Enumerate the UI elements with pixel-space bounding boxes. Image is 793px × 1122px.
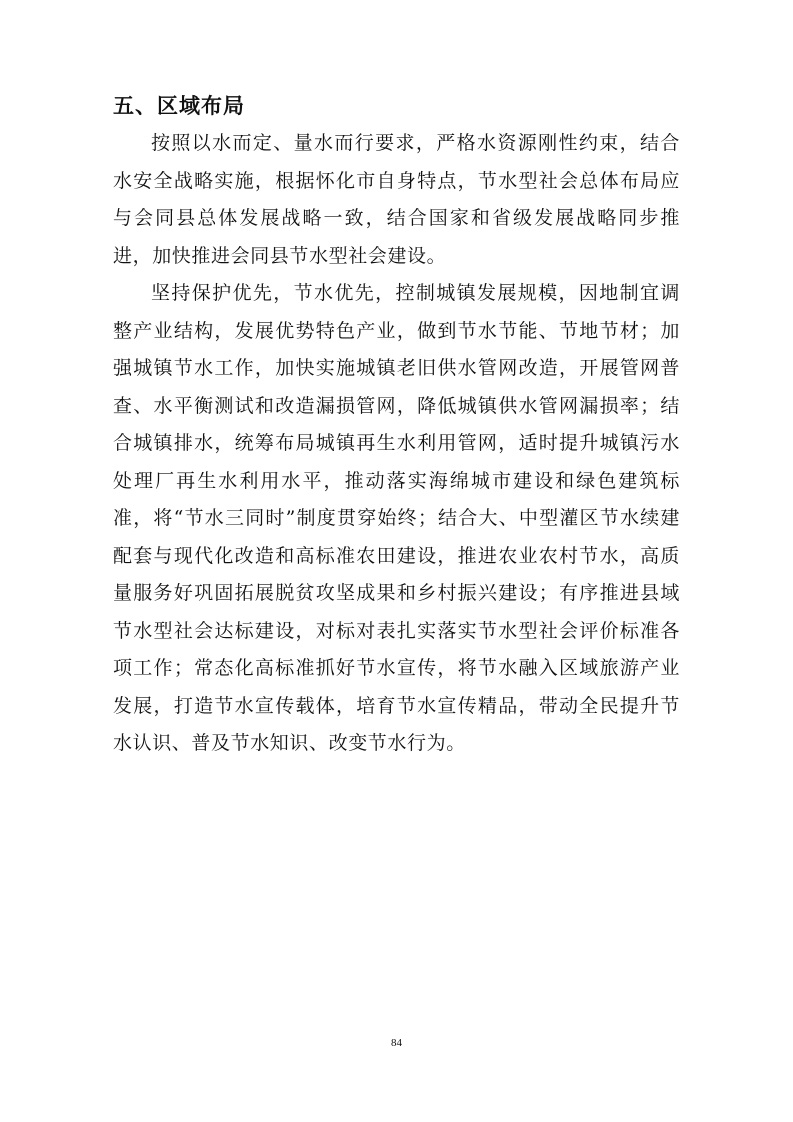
paragraph-layout-measures: 坚持保护优先，节水优先，控制城镇发展规模，因地制宜调整产业结构，发展优势特色产业，做到节水节能、节地节材；加强城镇节水工作，加快实施城镇老旧供水管网改造，开展管网普查、水平衡测试和改造漏损管网，降低城镇供水管网漏损率；结合城镇排水，统筹布局城镇再生水利用管网，适时提升城镇污水处理厂再生水利用水平，推动落实海绵城市建设和绿色建筑标准，将“节水三同时”制度贯穿始终；结合大、中型灌区节水续建配套与现代化改造和高标准农田建设，推进农业农村节水，高质量服务好巩固拓展脱贫攻坚成果和乡村振兴建设；有序推进县域节水型社会达标建设，对标对表扎实落实节水型社会评价标准各项工作；常态化高标准抓好节水宣传，将节水融入区域旅游产业发展，打造节水宣传载体，培育节水宣传精品，带动全民提升节水认识、普及节水知识、改变节水行为。	[113, 282, 680, 754]
paragraph-layout-principle: 按照以水而定、量水而行要求，严格水资源刚性约束，结合水安全战略实施，根据怀化市自身特点，节水型社会总体布局应与会同县总体发展战略一致，结合国家和省级发展战略同步推进，加快推进会同县节水型社会建设。	[113, 132, 680, 267]
body-text	[113, 125, 680, 763]
page-number: 84	[391, 1037, 402, 1049]
section-title: 五、区域布局	[113, 94, 245, 118]
